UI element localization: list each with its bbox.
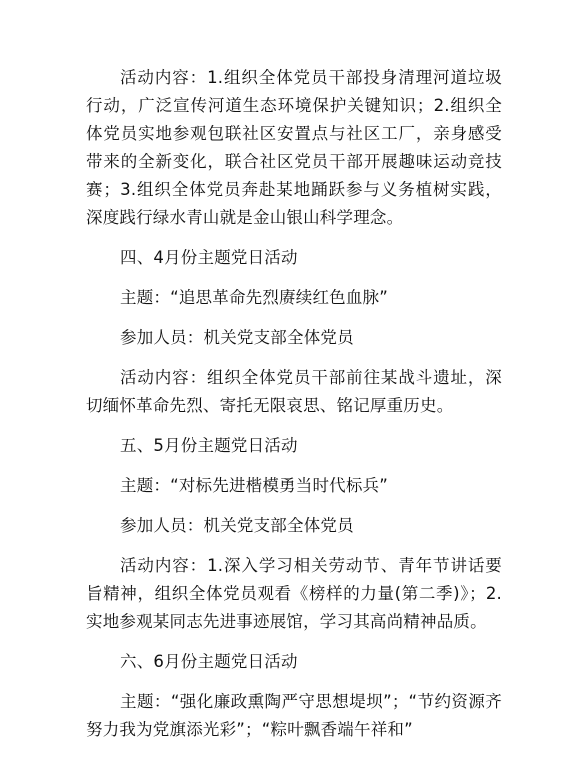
section-heading-may: 五、5月份主题党日活动 <box>120 436 298 455</box>
paragraph-gap <box>86 232 502 244</box>
activity-content-may: 活动内容：1.深入学习相关劳动节、青年节讲话要旨精神，组织全体党员观看《榜样的力量(第二季)》；2.实地参观某同志先进事迹展馆，学习其高尚精神品质。 <box>86 556 502 631</box>
paragraph-gap <box>86 500 502 512</box>
theme-june: 主题：“强化廉政熏陶严守思想堤坝”；“节约资源齐努力我为党旗添光彩”；“粽叶飘香端午祥和” <box>86 692 502 739</box>
section-heading-june: 六、6月份主题党日活动 <box>120 652 298 671</box>
activity-content-paragraph-3: 活动内容：1.组织全体党员干部投身清理河道垃圾行动，广泛宣传河道生态环境保护关键知识；2.组织全体党员实地参观包联社区安置点与社区工厂，亲身感受带来的全新变化，联合社区党员干部开展趣味运动竞技赛；3.组织全体党员奔赴某地踊跃参与义务植树实践，深度践行绿水青山就是金山银山科学理念。 <box>86 68 502 227</box>
paragraph-gap <box>86 676 502 688</box>
document-page <box>86 64 502 744</box>
paragraph-gap <box>86 420 502 432</box>
paragraph-gap <box>86 312 502 324</box>
section-heading-april: 四、4月份主题党日活动 <box>120 248 298 267</box>
paragraph-gap <box>86 540 502 552</box>
activity-content-april: 活动内容：组织全体党员干部前往某战斗遗址，深切缅怀革命先烈、寄托无限哀思、铭记厚重历史。 <box>86 368 502 415</box>
theme-may: 主题：“对标先进楷模勇当时代标兵” <box>120 476 388 495</box>
paragraph-gap <box>86 272 502 284</box>
theme-april: 主题：“追思革命先烈赓续红色血脉” <box>120 288 388 307</box>
paragraph-gap <box>86 460 502 472</box>
paragraph-gap <box>86 636 502 648</box>
participants-april: 参加人员：机关党支部全体党员 <box>120 328 354 347</box>
participants-may: 参加人员：机关党支部全体党员 <box>120 516 354 535</box>
paragraph-gap <box>86 352 502 364</box>
